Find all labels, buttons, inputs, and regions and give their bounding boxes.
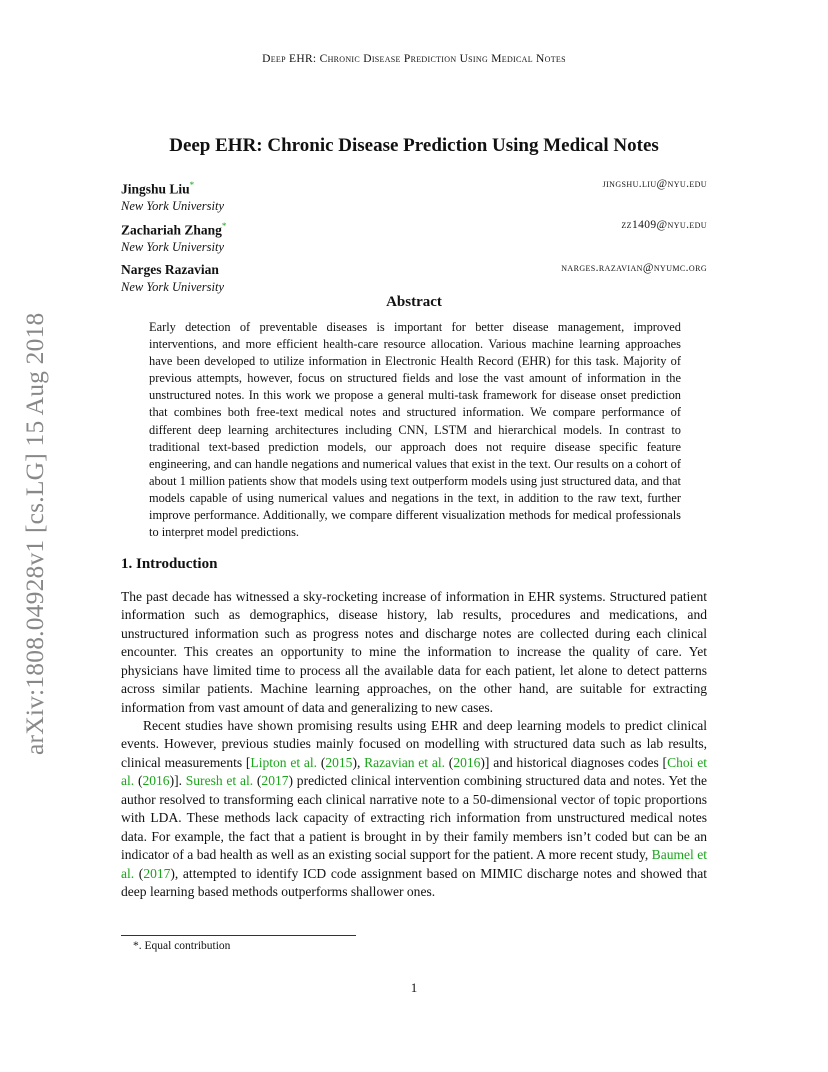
author-block <box>121 218 707 256</box>
citation-year-link[interactable]: 2017 <box>261 773 289 789</box>
citation-link[interactable]: Suresh et al. <box>185 773 254 789</box>
citation-year-link[interactable]: 2016 <box>142 773 170 789</box>
author-name: Narges Razavian <box>121 262 219 277</box>
citation-link[interactable]: Lipton et al. <box>250 754 318 770</box>
paper-title: Deep EHR: Chronic Disease Prediction Using Medical Notes <box>169 135 659 156</box>
abstract-heading: Abstract <box>386 294 442 310</box>
author-block <box>121 261 707 296</box>
citation-link[interactable]: Baumel et al. <box>121 847 707 881</box>
intro-paragraph-2: Recent studies have shown promising results using EHR and deep learning models to predict clinical events. However, previous studies mainly focused on modelling with structured data such as lab results, clinical measurements [Lipton et al. (2015), Razavian et al. (2016)] and historical diagnoses codes [Choi et al. (2016)]. Suresh et al. (2017) predicted clinical intervention combining structured data and notes. Yet the author resolved to transforming each clinical narrative note to a 50-dimensional vector of topic proportions with LDA. These methods lack capacity of extracting rich information from unstructured medical notes data. For example, the fact that a patient is brought in by their family members isn’t coded but can be an indicator of a bad health as well as an existing social support for the patient. A more recent study, Baumel et al. (2017), attempted to identify ICD code assignment based on MIMIC discharge notes and showed that deep learning based methods outperforms shallower ones. <box>121 718 707 900</box>
author-name: Jingshu Liu* <box>121 180 195 197</box>
author-affiliation: New York University <box>121 280 225 294</box>
citation-year-link[interactable]: 2017 <box>143 865 171 881</box>
citation-link[interactable]: Choi et al. <box>121 754 707 789</box>
section-heading-introduction: 1. Introduction <box>121 556 218 572</box>
intro-paragraph-1: The past decade has witnessed a sky-rocketing increase of information in EHR systems. Structured patient information such as demographics, disease history, lab results, procedures and medications, and unstructured information such as progress notes and discharge notes are collected during each clinical encounter. This creates an opportunity to mine the information to increase the quality of care. Yet physicians have limited time to process all the available data for each patient, let alone to detect patterns across similar patients. Machine learning approaches, on the other hand, are suitable for extracting information from vast amount of data and generalizing to new cases. <box>121 589 707 715</box>
equal-contribution-marker[interactable]: * <box>189 180 195 190</box>
equal-contribution-marker[interactable]: * <box>221 221 227 231</box>
author-name: Zachariah Zhang* <box>121 221 227 238</box>
footnote: *. Equal contribution <box>133 940 231 952</box>
arxiv-identifier-stamp[interactable]: arXiv:1808.04928v1 [cs.LG] 15 Aug 2018 <box>20 312 49 755</box>
running-head: Deep EHR: Chronic Disease Prediction Using Medical Notes <box>262 53 566 65</box>
citation-year-link[interactable]: 2016 <box>453 754 481 770</box>
author-email[interactable]: narges.razavian@nyumc.org <box>561 262 707 274</box>
abstract-body: Early detection of preventable diseases is important for better disease management, improved interventions, and more efficient health-care resource allocation. Various machine learning approaches have been developed to utilize information in Electronic Health Record (EHR) for this task. Majority of previous attempts, however, focus on structured fields and lose the vast amount of information in the unstructured notes. In this work we propose a general multi-task framework for disease onset prediction that combines both free-text medical notes and structured information. We compare performance of different deep learning architectures including CNN, LSTM and hierarchical models. In contrast to traditional text-based prediction models, our approach does not require disease specific feature engineering, and can handle negations and numerical values that exist in the text. Our results on a cohort of about 1 million patients show that models using text outperform models using just structured data, and that models capable of using numerical values and negations in the text, in addition to the raw text, further improve performance. Additionally, we compare different visualization methods for medical professionals to interpret model predictions. <box>149 320 681 540</box>
footnote-divider <box>121 935 356 936</box>
author-block <box>121 177 707 215</box>
page-number: 1 <box>410 980 418 995</box>
author-affiliation: New York University <box>121 198 225 213</box>
author-affiliation: New York University <box>121 239 225 254</box>
citation-year-link[interactable]: 2015 <box>325 754 353 770</box>
citation-link[interactable]: Razavian et al. <box>364 754 446 770</box>
author-email[interactable]: jingshu.liu@nyu.edu <box>602 178 707 190</box>
author-email[interactable]: zz1409@nyu.edu <box>621 219 707 231</box>
